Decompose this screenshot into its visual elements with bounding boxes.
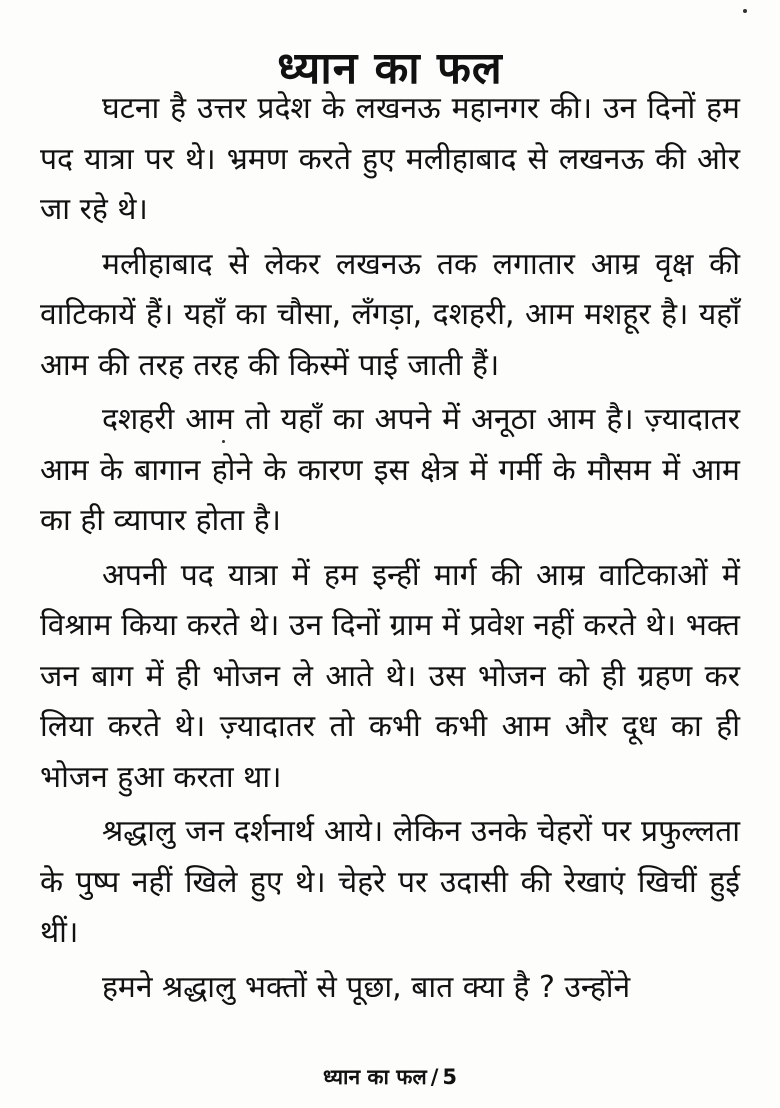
paragraph: घटना है उत्तर प्रदेश के लखनऊ महानगर की। उन दिनों हम पद यात्रा पर थे। भ्रमण करते हुए मलीहाबाद से लखनऊ की ओर जा रहे थे।	[40, 91, 740, 227]
chapter-body	[40, 84, 740, 1017]
page-number: 5	[442, 1065, 458, 1089]
print-speck	[743, 9, 747, 13]
footer-separator: /	[430, 1065, 439, 1089]
chapter-title: ध्यान का फल	[277, 43, 503, 95]
footer-book-title: ध्यान का फल	[322, 1065, 427, 1089]
paragraph: मलीहाबाद से लेकर लखनऊ तक लगातार आम्र वृक्ष की वाटिकायें हैं। यहाँ का चौसा, लँगड़ा, दशहरी, आम मशहूर है। यहाँ आम की तरह तरह की किस्में पाई जाती हैं।	[40, 246, 740, 383]
paragraph: श्रद्धालु जन दर्शनार्थ आये। लेकिन उनके चेहरों पर प्रफुल्लता के पुष्प नहीं खिले हुए थे। चेहरे पर उदासी की रेखाएं खिचीं हुई थीं।	[40, 814, 740, 950]
paragraph: अपनी पद यात्रा में हम इन्हीं मार्ग की आम्र वाटिकाओं में विश्राम किया करते थे। उन दिनों ग्राम में प्रवेश नहीं करते थे। भक्त जन बाग में ही भोजन ले आते थे। उस भोजन को ही ग्रहण कर लिया करते थे। ज़्यादातर तो कभी कभी आम और दूध का ही भोजन हुआ करता था।	[40, 557, 740, 795]
page-footer	[0, 1062, 780, 1092]
paragraph: हमने श्रद्धालु भक्तों से पूछा, बात क्या है ? उन्होंने	[102, 969, 631, 1005]
paragraph: दशहरी आम तो यहाँ का अपने में अनूठा आम है। ज़्यादातर आम के बागान होने के कारण इस क्षेत्र में गर्मी के मौसम में आम का ही व्यापार होता है।	[40, 402, 740, 538]
